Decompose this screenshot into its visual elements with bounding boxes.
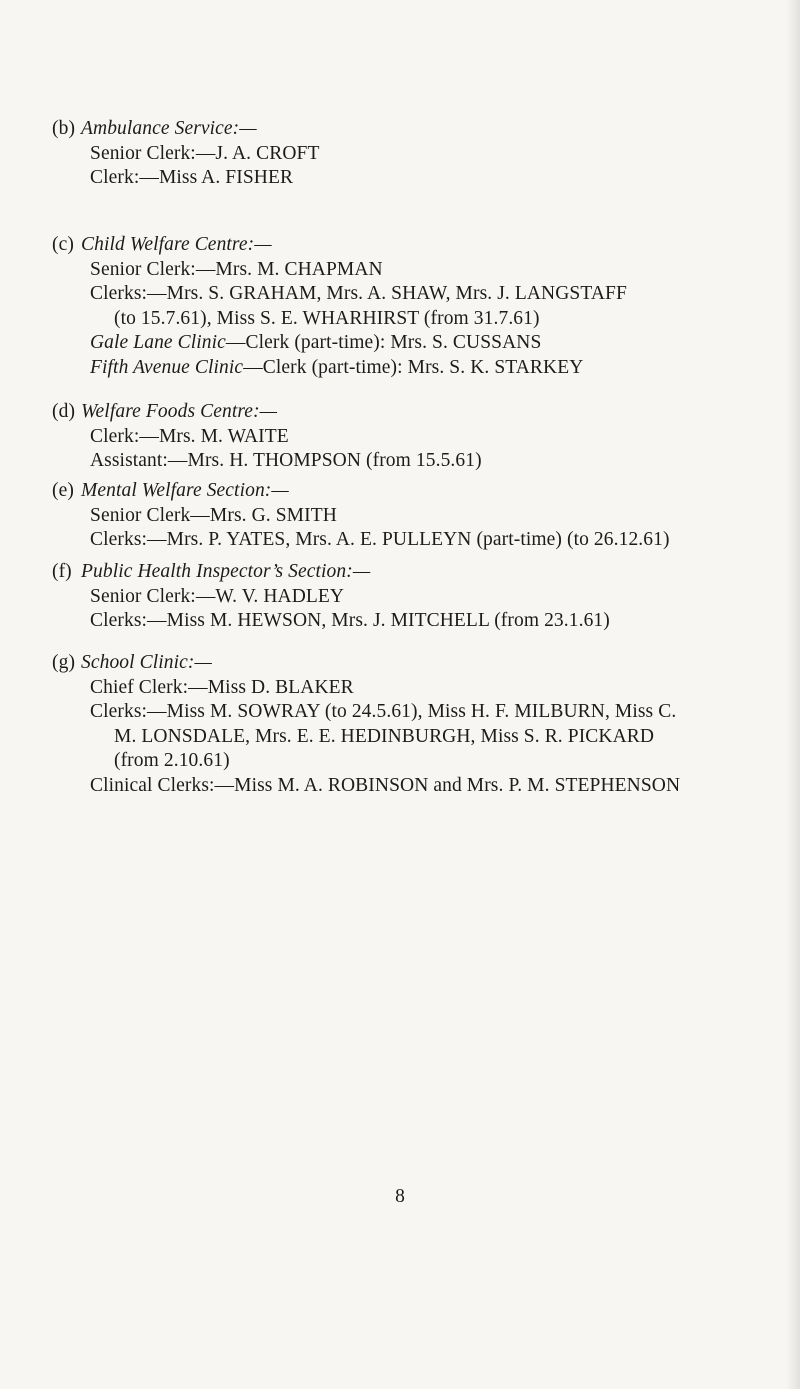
section-child-welfare-centre bbox=[52, 233, 772, 380]
staff-line-continued: M. LONSDALE, Mrs. E. E. HEDINBURGH, Miss S. R. PICKARD bbox=[114, 725, 655, 747]
clinic-staff: —Clerk (part-time): Mrs. S. CUSSANS bbox=[225, 332, 542, 353]
page-number: 8 bbox=[395, 1186, 405, 1207]
staff-line: Assistant:—Mrs. H. THOMPSON (from 15.5.61) bbox=[90, 450, 482, 471]
section-label: (g) bbox=[52, 652, 76, 673]
staff-line: Clerks:—Miss M. HEWSON, Mrs. J. MITCHELL (from 23.1.61) bbox=[90, 610, 610, 631]
section-label: (f) bbox=[52, 561, 72, 582]
staff-line: Clinical Clerks:—Miss M. A. ROBINSON and Mrs. P. M. STEPHENSON bbox=[90, 774, 681, 796]
section-heading bbox=[52, 233, 772, 258]
section-public-health-inspector bbox=[52, 560, 772, 634]
section-label: (d) bbox=[52, 401, 76, 422]
section-heading bbox=[52, 117, 772, 142]
staff-line: Clerks:—Mrs. S. GRAHAM, Mrs. A. SHAW, Mrs. J. LANGSTAFF bbox=[90, 283, 627, 304]
staff-line: Clerk:—Miss A. FISHER bbox=[90, 167, 294, 188]
section-school-clinic bbox=[52, 651, 772, 798]
clinic-staff: —Clerk (part-time): Mrs. S. K. STARKEY bbox=[243, 356, 584, 378]
staff-line: Clerk:—Mrs. M. WAITE bbox=[90, 425, 289, 447]
page-edge-shadow bbox=[786, 0, 800, 1389]
staff-line: Clerks:—Mrs. P. YATES, Mrs. A. E. PULLEYN (part-time) (to 26.12.61) bbox=[90, 529, 670, 550]
fifth-avenue-clinic-line bbox=[90, 356, 772, 381]
staff-line: Senior Clerk:—Mrs. M. CHAPMAN bbox=[90, 258, 383, 280]
section-heading bbox=[52, 400, 772, 425]
section-title: Child Welfare Centre:— bbox=[81, 234, 272, 255]
section-heading bbox=[52, 651, 772, 676]
section-label: (b) bbox=[52, 118, 76, 139]
section-label: (e) bbox=[52, 480, 74, 501]
staff-line: Chief Clerk:—Miss D. BLAKER bbox=[90, 676, 354, 698]
section-heading bbox=[52, 560, 772, 585]
staff-line: Senior Clerk:—W. V. HADLEY bbox=[90, 585, 345, 607]
clinic-name: Gale Lane Clinic bbox=[90, 332, 226, 353]
section-title: Mental Welfare Section:— bbox=[81, 480, 289, 501]
section-ambulance-service bbox=[52, 117, 772, 191]
gale-lane-clinic-line bbox=[90, 331, 772, 356]
section-heading bbox=[52, 479, 772, 504]
section-label: (c) bbox=[52, 234, 74, 255]
staff-line: Clerks:—Miss M. SOWRAY (to 24.5.61), Miss H. F. MILBURN, Miss C. bbox=[90, 701, 677, 722]
staff-line-continued: (to 15.7.61), Miss S. E. WHARHIRST (from 31.7.61) bbox=[114, 307, 540, 329]
section-welfare-foods-centre bbox=[52, 400, 772, 474]
section-title: Public Health Inspector’s Section:— bbox=[81, 561, 371, 582]
section-title: Welfare Foods Centre:— bbox=[81, 401, 278, 422]
section-mental-welfare bbox=[52, 479, 772, 553]
section-title: School Clinic:— bbox=[81, 652, 212, 673]
staff-line-continued: (from 2.10.61) bbox=[114, 750, 230, 771]
staff-line: Senior Clerk—Mrs. G. SMITH bbox=[90, 504, 337, 526]
section-title: Ambulance Service:— bbox=[81, 118, 257, 139]
staff-line: Senior Clerk:—J. A. CROFT bbox=[90, 142, 320, 164]
clinic-name: Fifth Avenue Clinic bbox=[90, 356, 244, 378]
